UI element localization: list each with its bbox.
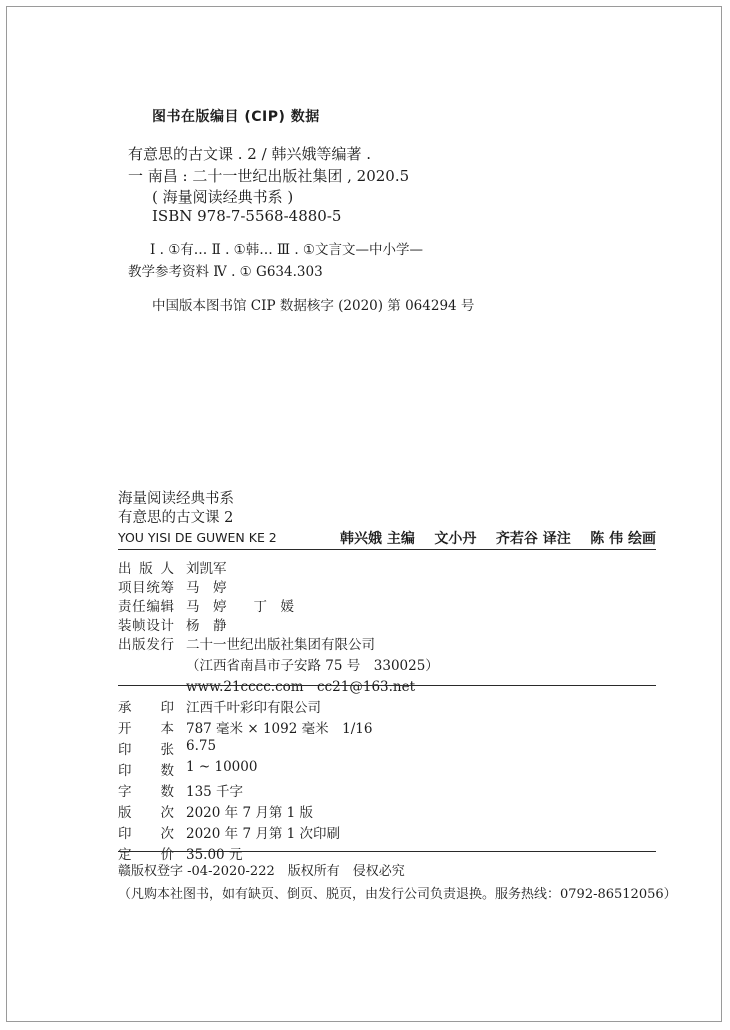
detail-label [118,717,174,737]
detail-label-char: 版 [139,561,153,577]
detail-value: 35.00 元 [186,847,243,863]
detail-label-char: 发 [146,637,160,653]
credit-chief-editor: 韩兴娥 主编 [340,531,415,547]
detail-label-char: 责 [118,599,132,615]
detail-label-char: 设 [146,618,160,634]
detail-label-char: 价 [160,847,174,863]
detail-value: 135 千字 [186,784,244,800]
series-block [118,490,277,547]
top-rule [118,549,656,550]
romanized-title: YOU YISI DE GUWEN KE 2 [118,530,277,545]
detail-label-char: 人 [160,561,174,577]
detail-label [118,614,174,634]
cip-title-line: 有意思的古文课 . 2 / 韩兴娥等编著 . [128,145,371,163]
detail-label [118,822,174,842]
detail-label-char: 本 [160,721,174,737]
detail-label-char: 印 [118,826,132,842]
copyright-line: 赣版权登字 -04-2020-222 版权所有 侵权必究 [118,864,405,879]
detail-label-char: 出 [118,561,132,577]
detail-label-char: 数 [160,763,174,779]
detail-value: （江西省南昌市子安路 75 号 330025） [186,658,439,674]
detail-label [118,633,174,653]
detail-label-char: 数 [160,784,174,800]
detail-label-char: 次 [160,826,174,842]
credit-illustrator: 陈 伟 绘画 [590,531,656,547]
detail-label-char: 辑 [160,599,174,615]
detail-label-char: 印 [160,700,174,716]
detail-label-char: 计 [160,618,174,634]
detail-value: 6.75 [186,738,217,754]
book-title: 有意思的古文课 2 [118,510,234,526]
detail-label-char: 筹 [160,580,174,596]
detail-label [118,738,174,758]
credits [340,528,656,548]
detail-label-char: 装 [118,618,132,634]
cip-classification-line-2: 教学参考资料 Ⅳ . ① G634.303 [128,264,323,280]
detail-value: www.21cccc.com cc21@163.net [186,679,416,695]
detail-label-char: 版 [118,805,132,821]
detail-label [118,801,174,821]
detail-value: 1 ~ 10000 [186,759,258,775]
detail-label-char: 承 [118,700,132,716]
detail-label [118,759,174,779]
detail-label [118,557,174,577]
detail-value: 二十一世纪出版社集团有限公司 [186,637,375,653]
detail-label-char: 统 [146,580,160,596]
credit-translator-1: 文小丹 [434,531,477,547]
detail-value: 江西千叶彩印有限公司 [186,700,321,716]
cip-heading: 图书在版编目 (CIP) 数据 [152,109,320,125]
detail-label [118,576,174,596]
cip-number: 中国版本图书馆 CIP 数据核字 (2020) 第 064294 号 [152,298,475,314]
detail-label-char: 帧 [132,618,146,634]
detail-value: 787 毫米 × 1092 毫米 1/16 [186,721,373,737]
detail-label [118,780,174,800]
detail-label-char: 编 [146,599,160,615]
series-name: 海量阅读经典书系 [118,491,234,507]
detail-label-char: 版 [132,637,146,653]
detail-value: 杨 静 [186,618,227,634]
credit-translator-2: 齐若谷 译注 [495,531,571,547]
detail-label-char: 次 [160,805,174,821]
bottom-rule [118,851,656,852]
cip-publisher-line: 一 南昌 : 二十一世纪出版社集团 , 2020.5 [128,167,410,185]
detail-label [118,595,174,615]
cip-isbn: ISBN 978-7-5568-4880-5 [152,207,342,225]
detail-label-char: 印 [118,763,132,779]
detail-value: 马 婷 丁 媛 [186,599,294,615]
cip-series-line: ( 海量阅读经典书系 ) [152,188,294,206]
detail-label-char: 开 [118,721,132,737]
detail-label-char: 定 [118,847,132,863]
detail-value: 马 婷 [186,580,227,596]
detail-value: 2020 年 7 月第 1 次印刷 [186,826,340,842]
detail-label-char: 目 [132,580,146,596]
detail-label-char: 印 [118,742,132,758]
detail-value: 刘凯军 [186,561,227,577]
detail-label-char: 张 [160,742,174,758]
detail-label-char: 行 [160,637,174,653]
cip-classification-line-1: Ⅰ . ①有… Ⅱ . ①韩… Ⅲ . ①文言文—中小学— [150,242,424,258]
return-notice: （凡购本社图书，如有缺页、倒页、脱页，由发行公司负责退换。服务热线：0792-86512056） [118,887,677,902]
middle-rule [118,685,656,686]
detail-label-char: 任 [132,599,146,615]
detail-label-char: 项 [118,580,132,596]
detail-label-char: 字 [118,784,132,800]
detail-value: 2020 年 7 月第 1 版 [186,805,313,821]
detail-label-char: 出 [118,637,132,653]
detail-label [118,696,174,716]
